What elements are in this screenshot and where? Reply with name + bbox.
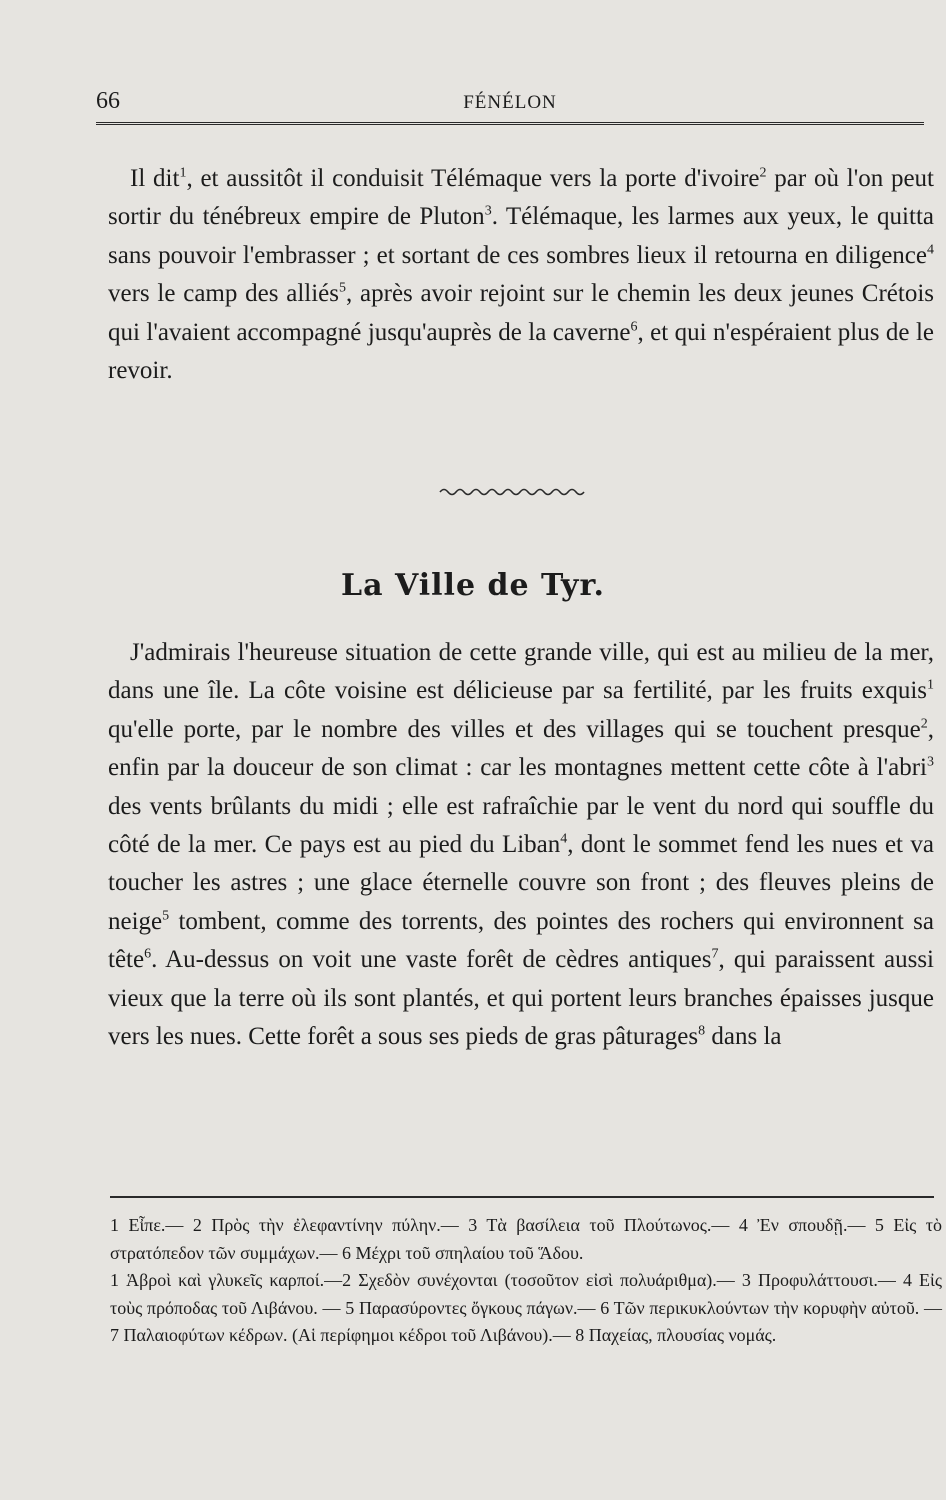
footnote-ref: 2 <box>759 165 767 181</box>
footnote-ref: 4 <box>927 242 934 258</box>
footnotes-block-2: 1 Ἁβροὶ καὶ γλυκεῖς καρποί.—2 Σχεδὸν συνέχονται (τοσοῦτον εἰσὶ πολυάριθμα).— 3 Προφυλάττουσι.— 4 Εἰς τοὺς πρόποδας τοῦ Λιβάνου. — 5 Παρασύροντες ὄγκους πάγων.— 6 Τῶν περικυκλούντων τὴν κορυφὴν αὐτοῦ. —7 Παλαιοφύτων κέδρων. (Αἱ περίφημοι κέδροι τοῦ Λιβάνου).— 8 Παχείας, πλουσίας νομάς. <box>110 1270 942 1346</box>
footnote-ref: 1 <box>927 678 934 694</box>
footnote-ref: 5 <box>339 280 347 296</box>
footnotes-block-1: 1 Εἶπε.— 2 Πρὸς τὴν ἐλεφαντίνην πύλην.— 3 Τὰ βασίλεια τοῦ Πλούτωνος.— 4 Ἐν σπουδῇ.— 5 Εἰς τὸ στρατόπεδον τῶν συμμάχων.— 6 Μέχρι τοῦ σπηλαίου τοῦ Ἅδου. <box>110 1215 942 1263</box>
section-title: La Ville de Tyr. <box>341 568 605 603</box>
page-number: 66 <box>96 88 120 114</box>
footnote-ref: 6 <box>630 319 638 335</box>
footnote-ref: 3 <box>927 754 934 770</box>
footnote-ref: 6 <box>144 946 152 962</box>
paragraph-2: J'admirais l'heureuse situation de cette grande ville, qui est au milieu de la mer, dans une île. La côte voisine est délicieuse par sa fertilité, par les fruits exquis$^1$ qu'elle porte, par le nombre des villes et des villages qui se touchent presque$^2$, enfin par la douceur de son climat : car les montagnes mettent cette côte à l'abri$^3$ des vents brûlants du midi ; elle est rafraîchie par le vent du nord qui souffle du côté de la mer. Ce pays est au pied du Liban$^4$, dont le sommet fend les nues et va toucher les astres ; une glace éternelle couvre son front ; des fleuves pleins de neige$^5$ tombent, comme des torrents, des pointes des rochers qui environnent sa tête$^6$. Au-dessus on voit une vaste forêt de cèdres antiques$^7$, qui paraissent aussi vieux que la terre où ils sont plantés, et qui portent leurs branches épaisses jusque vers les nues. Cette forêt a sous ses pieds de gras pâturages$^8$ dans la <box>108 639 934 1051</box>
running-title: FÉNÉLON <box>463 92 557 113</box>
footnote-ref: 8 <box>698 1023 706 1039</box>
footnote-ref: 3 <box>484 204 492 220</box>
footnotes <box>110 1212 942 1350</box>
footnote-ref: 5 <box>162 908 170 924</box>
wavy-ornament <box>438 486 588 498</box>
footnote-ref: 2 <box>920 716 928 732</box>
footnote-ref: 7 <box>711 946 719 962</box>
footnote-ref: 1 <box>179 165 187 181</box>
footnote-ref: 4 <box>560 831 568 847</box>
header-rule <box>96 122 924 128</box>
paragraph-1: Il dit$^1$, et aussitôt il conduisit Télémaque vers la porte d'ivoire$^2$ par où l'on peut sortir du ténébreux empire de Pluton$^3$. Télémaque, les larmes aux yeux, le quitta sans pouvoir l'embrasser ; et sortant de ces sombres lieux il retourna en diligence$^4$ vers le camp des alliés$^5$, après avoir rejoint sur le chemin les deux jeunes Crétois qui l'avaient accompagné jusqu'auprès de la caverne$^6$, et qui n'espéraient plus de le revoir. <box>108 165 935 385</box>
footnote-rule <box>110 1196 934 1198</box>
page-header <box>96 88 924 122</box>
